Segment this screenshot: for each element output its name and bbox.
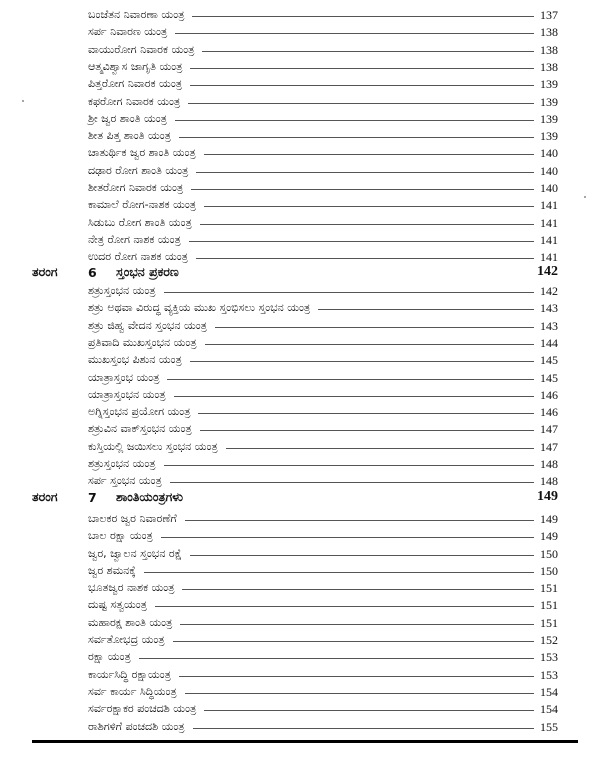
entry-page-number: 151 (540, 616, 558, 630)
toc-entry (88, 335, 558, 351)
entry-page-number: 141 (540, 233, 558, 247)
toc-entry (88, 546, 558, 562)
toc-entry (88, 59, 558, 75)
leader-line (185, 693, 534, 694)
entry-page-number: 138 (540, 60, 558, 74)
entry-title: ರಾಶಿಗಳಿಗೆ ಪಂಚದಶಿ ಯಂತ್ರ (88, 720, 185, 733)
leader-line (174, 396, 534, 397)
toc-entry (88, 421, 558, 437)
toc-entry (88, 111, 558, 127)
toc-entry (88, 318, 558, 334)
entry-title: ಯಾತ್ರಾಸ್ತಂಭನ ಯಂತ್ರ (88, 388, 166, 401)
entry-title: ದುಷ್ಟ ಸತ್ವಯಂತ್ರ (88, 598, 147, 611)
entry-title: ಸರ್ಪ ಸ್ತಂಭನ ಯಂತ್ರ (88, 474, 162, 487)
entry-page-number: 147 (540, 440, 558, 454)
entry-title: ಶತ್ರುವಿನ ವಾಕ್‌ಸ್ತಂಭನ ಯಂತ್ರ (88, 422, 192, 435)
leader-line (175, 33, 534, 34)
entry-page-number: 154 (540, 685, 558, 699)
leader-line (175, 120, 534, 121)
leader-line (161, 537, 534, 538)
leader-line (155, 606, 534, 607)
entry-title: ಬಾಲಕರ ಜ್ವರ ನಿವಾರಣೆಗೆ (88, 512, 177, 525)
entry-page-number: 141 (540, 216, 558, 230)
toc-entry (88, 456, 558, 472)
entry-page-number: 142 (540, 284, 558, 298)
entry-page-number: 149 (540, 529, 558, 543)
toc-entry (88, 42, 558, 58)
leader-line (164, 465, 534, 466)
entry-page-number: 148 (540, 457, 558, 471)
leader-line (170, 482, 534, 483)
leader-line (192, 16, 534, 17)
bottom-rule (32, 740, 578, 743)
entry-page-number: 155 (540, 720, 558, 734)
entry-title: ಸರ್ವರಕ್ಷಾಕರ ಪಂಚದಶಿ ಯಂತ್ರ (88, 702, 197, 715)
entry-title: ಮಹಾರಕ್ಷ ಶಾಂತಿ ಯಂತ್ರ (88, 616, 173, 629)
entry-title: ಸರ್ಪ ನಿವಾರಣ ಯಂತ್ರ (88, 25, 168, 38)
entry-page-number: 141 (540, 250, 558, 264)
entry-page-number: 140 (540, 181, 558, 195)
entry-title: ಜ್ವರ ಶಮನಕ್ಕೆ (88, 564, 136, 577)
entry-title: ಚಾತುರ್ಥಿಕ ಜ್ವರ ಶಾಂತಿ ಯಂತ್ರ (88, 146, 196, 159)
scan-speck (584, 196, 586, 198)
entry-title: ಉದರ ರೋಗ ನಾಶಕ ಯಂತ್ರ (88, 250, 188, 263)
entry-page-number: 152 (540, 633, 558, 647)
leader-line (196, 172, 534, 173)
toc-entry (88, 667, 558, 683)
leader-line (180, 624, 534, 625)
entry-title: ದಢಾರ ರೋಗ ಶಾಂತಿ ಯಂತ್ರ (88, 164, 189, 177)
toc-entry (88, 94, 558, 110)
toc-entry (88, 615, 558, 631)
section-page-number: 142 (537, 264, 558, 279)
entry-page-number: 140 (540, 164, 558, 178)
toc-entry (88, 649, 558, 665)
entry-page-number: 150 (540, 564, 558, 578)
entry-title: ಶೀತ ಪಿತ್ತ ಶಾಂತಿ ಯಂತ್ರ (88, 129, 171, 142)
entry-page-number: 146 (540, 388, 558, 402)
toc-entry (88, 352, 558, 368)
entry-page-number: 149 (540, 512, 558, 526)
toc-entry (88, 283, 558, 299)
leader-line (215, 327, 534, 328)
leader-line (144, 572, 534, 573)
section-page-number: 149 (537, 489, 558, 504)
entry-page-number: 139 (540, 112, 558, 126)
entry-page-number: 154 (540, 702, 558, 716)
leader-line (193, 728, 534, 729)
entry-title: ರಕ್ಷಾ ಯಂತ್ರ (88, 650, 131, 663)
entry-title: ಕಫರೋಗ ನಿವಾರಕ ಯಂತ್ರ (88, 95, 181, 108)
entry-page-number: 153 (540, 650, 558, 664)
leader-line (205, 344, 534, 345)
entry-title: ಪಿತ್ತರೋಗ ನಿವಾರಕ ಯಂತ್ರ (88, 77, 182, 90)
entry-page-number: 144 (540, 336, 558, 350)
leader-line (190, 361, 534, 362)
entry-page-number: 148 (540, 474, 558, 488)
leader-line (202, 51, 534, 52)
toc-entry (88, 76, 558, 92)
entry-title: ಕಾರ್ಯಸಿದ್ಧಿ ರಕ್ಷಾಯಂತ್ರ (88, 668, 171, 681)
entry-page-number: 150 (540, 547, 558, 561)
leader-line (204, 206, 534, 207)
entry-page-number: 138 (540, 25, 558, 39)
leader-line (164, 292, 534, 293)
toc-entry (88, 145, 558, 161)
toc-entry (88, 597, 558, 613)
entry-title: ಬಾಲ ರಕ್ಷಾ ಯಂತ್ರ (88, 529, 153, 542)
leader-line (196, 258, 534, 259)
section-label: ತರಂಗ (32, 489, 58, 504)
leader-line (191, 189, 534, 190)
toc-entry (88, 528, 558, 544)
entry-page-number: 141 (540, 198, 558, 212)
entry-page-number: 139 (540, 77, 558, 91)
toc-entry (88, 197, 558, 213)
section-number: 7 (88, 489, 97, 505)
entry-title: ಮುಖಸ್ತಂಭ ಪಿಶುನ ಯಂತ್ರ (88, 353, 182, 366)
entry-title: ಸರ್ವ ಕಾರ್ಯ ಸಿದ್ಧಿಯಂತ್ರ (88, 685, 177, 698)
entry-title: ಕಾಮಾಲೆ ರೋಗ-ನಾಶಕ ಯಂತ್ರ (88, 198, 197, 211)
toc-entry (88, 7, 558, 23)
section-title: ಶಾಂತಿಯಂತ್ರಗಳು (116, 489, 184, 504)
leader-line (190, 68, 534, 69)
entry-page-number: 143 (540, 319, 558, 333)
entry-title: ಶ್ರೀ ಜ್ವರ ಶಾಂತಿ ಯಂತ್ರ (88, 112, 167, 125)
entry-title: ಶತ್ರು ಅಥವಾ ವಿರುದ್ಧ ವ್ಯಕ್ತಿಯ ಮುಖ ಸ್ತಂಭಿಸಲು ಸ್ತಂಭನ ಯಂತ್ರ (88, 301, 311, 314)
entry-title: ಶತ್ರು ಜಿಹ್ವ ವೇದನ ಸ್ತಂಭನ ಯಂತ್ರ (88, 319, 207, 332)
leader-line (190, 85, 534, 86)
entry-title: ಅಗ್ನಿಸ್ತಂಭನ ಪ್ರಯೋಗ ಯಂತ್ರ (88, 405, 191, 418)
entry-title: ಭೂತಜ್ವರ ನಾಶಕ ಯಂತ್ರ (88, 581, 175, 594)
entry-page-number: 137 (540, 8, 558, 22)
entry-title: ವಾಯುರೋಗ ನಿವಾರಕ ಯಂತ್ರ (88, 43, 195, 56)
leader-line (185, 520, 534, 521)
leader-line (204, 710, 534, 711)
entry-title: ಬಂಜೆತನ ನಿವಾರಣಾ ಯಂತ್ರ (88, 8, 185, 21)
entry-title: ಆತ್ಮವಿಶ್ವಾಸ ಜಾಗೃತಿ ಯಂತ್ರ (88, 60, 183, 73)
entry-title: ಶತ್ರುಸ್ತಂಭನ ಯಂತ್ರ (88, 457, 156, 470)
leader-line (204, 154, 534, 155)
section-number: 6 (88, 264, 97, 280)
entry-page-number: 140 (540, 146, 558, 160)
entry-page-number: 146 (540, 405, 558, 419)
toc-entry (88, 632, 558, 648)
leader-line (179, 137, 534, 138)
entry-page-number: 139 (540, 129, 558, 143)
toc-entry (88, 215, 558, 231)
toc-entry (88, 404, 558, 420)
entry-title: ಜ್ವರ, ಜ್ವಾಲನ ಸ್ತಂಭನ ರಕ್ಷೆ (88, 547, 182, 560)
entry-title: ಶತ್ರುಸ್ತಂಭನ ಯಂತ್ರ (88, 284, 156, 297)
toc-entry (88, 232, 558, 248)
section-label: ತರಂಗ (32, 264, 58, 279)
toc-entry (88, 128, 558, 144)
toc-entry (88, 580, 558, 596)
entry-page-number: 139 (540, 95, 558, 109)
leader-line (198, 413, 534, 414)
entry-title: ನೇತ್ರ ರೋಗ ನಾಶಕ ಯಂತ್ರ (88, 233, 181, 246)
leader-line (182, 589, 534, 590)
toc-entry (88, 163, 558, 179)
leader-line (226, 448, 534, 449)
toc-entry (88, 511, 558, 527)
leader-line (173, 641, 534, 642)
leader-line (188, 103, 534, 104)
leader-line (189, 241, 534, 242)
entry-page-number: 153 (540, 668, 558, 682)
entry-title: ಪ್ರತಿವಾದಿ ಮುಖಸ್ತಂಭನ ಯಂತ್ರ (88, 336, 197, 349)
entry-page-number: 151 (540, 581, 558, 595)
entry-page-number: 147 (540, 422, 558, 436)
toc-entry (88, 701, 558, 717)
section-title: ಸ್ತಂಭನ ಪ್ರಕರಣ (116, 264, 179, 279)
toc-entry (88, 719, 558, 735)
section-heading (32, 262, 558, 282)
leader-line (190, 555, 534, 556)
toc-entry (88, 24, 558, 40)
scan-speck (22, 100, 24, 102)
toc-entry (88, 370, 558, 386)
entry-title: ಕುಸ್ತಿಯಲ್ಲಿ ಜಯಿಸಲು ಸ್ತಂಭನ ಯಂತ್ರ (88, 440, 218, 453)
leader-line (139, 658, 534, 659)
entry-title: ಯಾತ್ರಾಸ್ತಂಭ ಯಂತ್ರ (88, 371, 160, 384)
entry-page-number: 145 (540, 371, 558, 385)
section-heading (32, 487, 558, 507)
toc-entry (88, 439, 558, 455)
entry-title: ಶೀತರೋಗ ನಿವಾರಕ ಯಂತ್ರ (88, 181, 184, 194)
toc-entry (88, 300, 558, 316)
entry-title: ಸರ್ವತೋಭದ್ರ ಯಂತ್ರ (88, 633, 165, 646)
toc-entry (88, 387, 558, 403)
toc-entry (88, 684, 558, 700)
entry-page-number: 151 (540, 598, 558, 612)
entry-page-number: 138 (540, 43, 558, 57)
toc-entry (88, 180, 558, 196)
leader-line (200, 224, 534, 225)
leader-line (179, 676, 534, 677)
leader-line (200, 430, 534, 431)
entry-page-number: 145 (540, 353, 558, 367)
entry-title: ಸಿಡುಬು ರೋಗ ಶಾಂತಿ ಯಂತ್ರ (88, 216, 192, 229)
entry-page-number: 143 (540, 301, 558, 315)
leader-line (167, 379, 534, 380)
leader-line (318, 309, 534, 310)
toc-entry (88, 563, 558, 579)
